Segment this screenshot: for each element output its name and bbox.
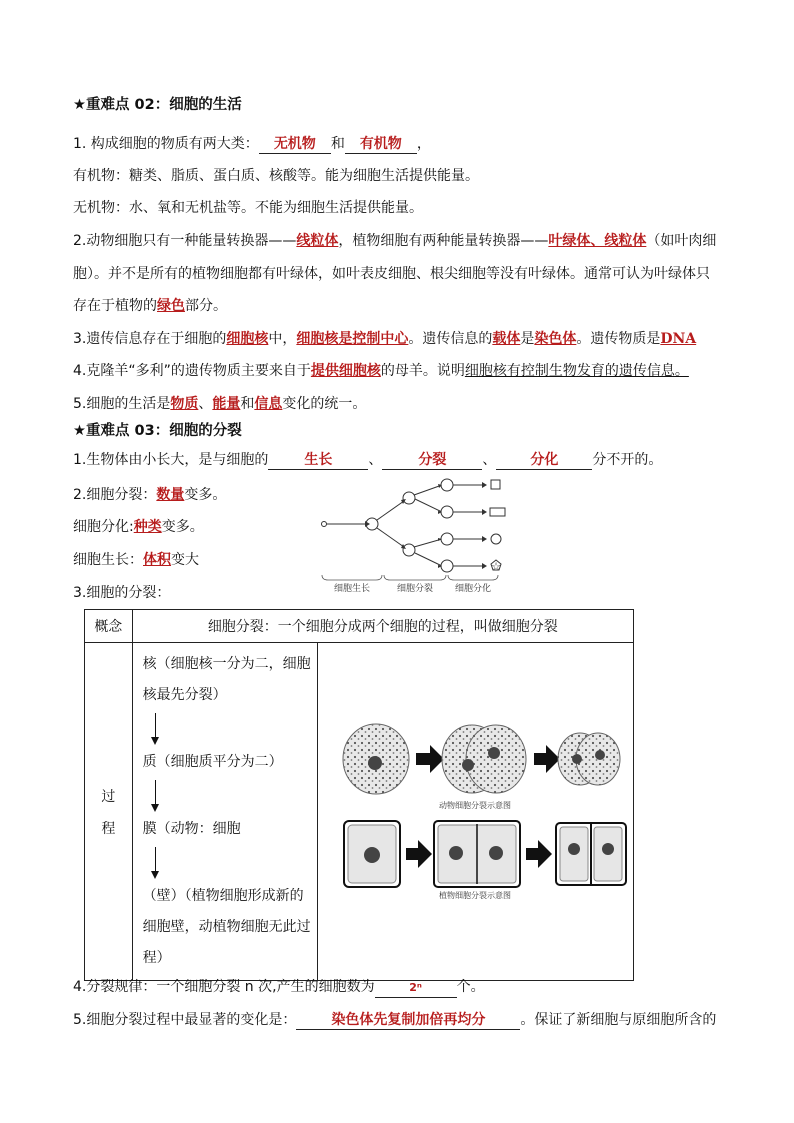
answer: 能量 <box>212 396 241 412</box>
s3-differentiation <box>73 517 204 537</box>
answer: 细胞核 <box>338 363 381 379</box>
text: 。保证了新细胞与原细胞所含的 <box>520 1012 717 1028</box>
text: 变多。 <box>161 519 204 535</box>
answer: 种类 <box>133 519 162 535</box>
s3-point-1 <box>73 450 662 470</box>
arrow-right-icon <box>526 840 552 868</box>
text: 变化的统一。 <box>282 396 367 412</box>
s3-point-5 <box>73 1010 716 1030</box>
text: 3.遗传信息存在于细胞的 <box>73 331 227 347</box>
blank <box>496 451 592 470</box>
text: ，植物细胞有两种能量转换器—— <box>338 233 549 249</box>
answer: DNA <box>660 331 697 347</box>
s3-division <box>73 485 226 505</box>
blank-1 <box>259 135 331 154</box>
text: 5.细胞的生活是 <box>73 396 171 412</box>
concept-label: 概念 <box>85 610 133 643</box>
s2-organic: 有机物：糖类、脂质、蛋白质、核酸等。能为细胞生活提供能量。 <box>73 168 479 184</box>
section-heading-02: ★重难点 02：细胞的生活 <box>73 97 242 113</box>
text: 细胞分化: <box>73 519 134 535</box>
s2-point-1 <box>73 134 431 154</box>
text: 过 <box>101 788 116 805</box>
arrow-right-icon <box>406 840 432 868</box>
blank <box>296 1011 520 1030</box>
text: 的母羊。说明 <box>380 363 465 379</box>
cell-divided-1 <box>403 492 415 504</box>
round-cell <box>491 534 501 544</box>
s3-division-title: 3.细胞的分裂： <box>73 585 171 601</box>
text: 4.分裂规律：一个细胞分裂 n 次,产生的细胞数为 <box>73 979 375 995</box>
text: （如叶肉细 <box>646 233 717 249</box>
s2-inorganic: 无机物：水、氧和无机盐等。不能为细胞生活提供能量。 <box>73 200 423 216</box>
answer: 生长 <box>304 452 333 468</box>
answer: 细胞核有控制生物发育的遗传信息。 <box>464 363 689 379</box>
text: 细胞生长： <box>73 552 143 568</box>
step-nucleus: 核（细胞核一分为二，细胞核最先分裂） <box>142 656 311 703</box>
text: 和 <box>330 136 345 152</box>
answer: 数量 <box>156 487 185 503</box>
process-label <box>85 643 133 981</box>
label-growth: 细胞生长 <box>333 584 371 594</box>
concept-row <box>85 610 634 643</box>
answer: 分裂 <box>418 452 447 468</box>
text: 中， <box>268 331 297 347</box>
text: 部分。 <box>185 298 227 314</box>
section-heading-03: ★重难点 03：细胞的分裂 <box>73 423 242 439</box>
answer: 无机物 <box>273 136 316 152</box>
s2-point-4 <box>73 361 689 381</box>
cell-divided-2 <box>403 544 415 556</box>
s2-point-3 <box>73 329 696 349</box>
text: 和 <box>240 396 255 412</box>
answer: 物质 <box>170 396 199 412</box>
process-row <box>85 643 634 981</box>
cell-development-diagram <box>316 474 516 598</box>
arrow-right-icon <box>534 745 560 773</box>
s2-point-2-cont: 胞）。并不是所有的植物细胞都有叶绿体，如叶表皮细胞、根尖细胞等没有叶绿体。通常可认为叶绿体只 <box>73 266 710 282</box>
answer: 绿色 <box>157 298 185 314</box>
text: 存在于植物的 <box>73 298 157 314</box>
blank-2 <box>345 135 417 154</box>
arrow-down-icon <box>155 711 313 747</box>
answer: 2ⁿ <box>409 981 422 994</box>
text: 分不开的。 <box>592 452 663 468</box>
text: 变大 <box>171 552 199 568</box>
cell-division-table <box>84 609 634 981</box>
s2-point-2-end <box>73 296 227 316</box>
text: 。遗传信息的 <box>408 331 493 347</box>
text: 、 <box>482 452 497 468</box>
animal-cell-row <box>343 724 620 810</box>
arrow-down-icon <box>155 845 313 881</box>
s3-growth <box>73 550 199 570</box>
arrow-down-icon <box>155 778 313 814</box>
text: 5.细胞分裂过程中最显著的变化是： <box>73 1012 297 1028</box>
text: 、 <box>198 396 213 412</box>
answer: 提供 <box>310 363 339 379</box>
arrow-right-icon <box>416 745 444 773</box>
process-steps <box>132 643 317 981</box>
square-cell <box>491 480 500 489</box>
cell-small <box>322 522 327 527</box>
blank <box>375 978 457 998</box>
answer: 载体 <box>492 331 521 347</box>
answer: 细胞核 <box>226 331 269 347</box>
division-figures <box>318 643 633 968</box>
text: ， <box>416 136 431 152</box>
text: 是 <box>520 331 535 347</box>
answer: 信息 <box>254 396 283 412</box>
answer: 分化 <box>530 452 559 468</box>
answer: 体积 <box>143 552 171 568</box>
text: 变多。 <box>184 487 227 503</box>
plant-cell-row <box>344 821 626 900</box>
text: 程 <box>101 820 116 837</box>
text: 4.克隆羊“多利”的遗传物质主要来自于 <box>73 363 311 379</box>
plant-caption: 植物细胞分裂示意图 <box>439 891 511 900</box>
star-icon: ☆ <box>491 560 501 573</box>
text: 。遗传物质是 <box>576 331 661 347</box>
answer: 染色体先复制加倍再均分 <box>331 1012 486 1028</box>
step-membrane: 膜（动物：细胞 <box>142 821 241 837</box>
text: 2.动物细胞只有一种能量转换器—— <box>73 233 297 249</box>
rect-cell <box>490 508 505 516</box>
s2-point-2 <box>73 231 716 251</box>
s2-point-5 <box>73 394 366 414</box>
step-cytoplasm: 质（细胞质平分为二） <box>142 754 283 770</box>
blank <box>268 451 368 470</box>
s3-point-4 <box>73 977 485 998</box>
label-differentiation: 细胞分化 <box>454 584 492 594</box>
process-figures <box>318 643 634 981</box>
answer: 染色体 <box>534 331 577 347</box>
answer: 叶绿体、线粒体 <box>548 233 647 249</box>
answer: 细胞核是控制中心 <box>296 331 409 347</box>
text: 1. 构成细胞的物质有两大类： <box>73 136 259 152</box>
text: 、 <box>368 452 383 468</box>
answer: 有机物 <box>359 136 402 152</box>
step-wall: （壁）（植物细胞形成新的细胞壁，动植物细胞无此过程） <box>142 888 311 966</box>
answer: 线粒体 <box>296 233 339 249</box>
blank <box>382 451 482 470</box>
text: 1.生物体由小长大，是与细胞的 <box>73 452 269 468</box>
concept-text: 细胞分裂：一个细胞分成两个细胞的过程，叫做细胞分裂 <box>132 610 633 643</box>
text: 个。 <box>456 979 485 995</box>
label-division: 细胞分裂 <box>396 584 434 594</box>
text: 2.细胞分裂： <box>73 487 157 503</box>
animal-caption: 动物细胞分裂示意图 <box>439 801 511 810</box>
